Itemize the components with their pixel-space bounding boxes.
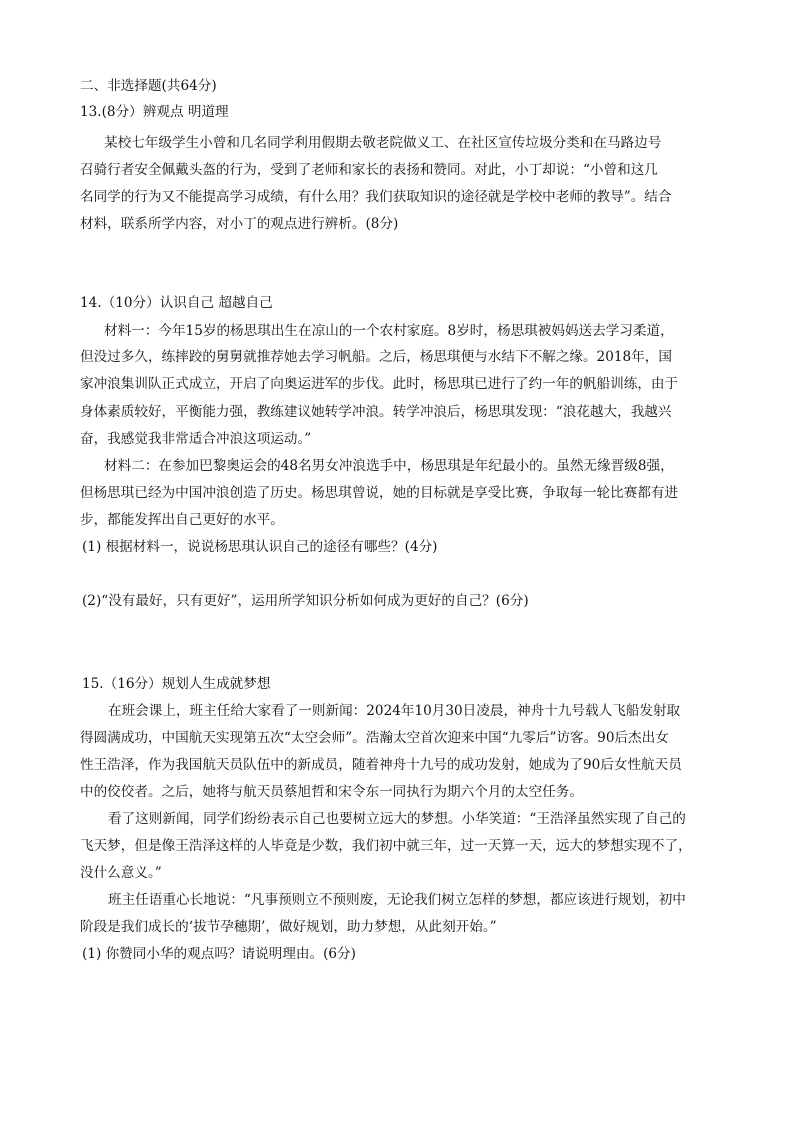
q13-line: 名同学的行为又不能提高学习成绩，有什么用？我们获取知识的途径就是学校中老师的教导”。结合: [80, 189, 672, 205]
q15-para1-line: 得圆满成功，中国航天实现第五次“太空会师”。浩瀚太空首次迎来中国“九零后”访客。90后杰出女: [80, 730, 669, 746]
q14-material1-line: 奋，我感觉我非常适合冲浪这项运动。”: [80, 431, 312, 447]
q14-material2-line: 材料二：在参加巴黎奥运会的48名男女冲浪选手中，杨思琪是年纪最小的。虽然无缘晋级8强，: [104, 458, 674, 474]
q14-subquestion-2: (2)“没有最好，只有更好”，运用所学知识分析如何成为更好的自己？(6分): [82, 593, 529, 609]
q15-para3-line: 班主任语重心长地说：“凡事预则立不预则废，无论我们树立怎样的梦想，都应该进行规划，初中: [108, 892, 686, 908]
q15-para1-line: 在班会课上，班主任给大家看了一则新闻：2024年10月30日凌晨，神舟十九号载人飞船发射取: [108, 703, 681, 719]
q15-para2-line: 没什么意义。”: [80, 865, 162, 881]
q14-material1-line: 家冲浪集训队正式成立，开启了向奥运进军的步伐。此时，杨思琪已进行了约一年的帆船训练，由于: [80, 376, 679, 392]
q13-line: 材料，联系所学内容，对小丁的观点进行辨析。(8分): [80, 216, 399, 232]
q14-material2-line: 但杨思琪已经为中国冲浪创造了历史。杨思琪曾说，她的目标就是享受比赛，争取每一轮比赛都有进: [80, 485, 679, 501]
q13-line: 召骑行者安全佩戴头盔的行为，受到了老师和家长的表扬和赞同。对此，小丁却说：“小曾和这几: [80, 162, 658, 178]
q15-para2-line: 看了这则新闻，同学们纷纷表示自己也要树立远大的梦想。小华笑道：“王浩泽虽然实现了自己的: [108, 811, 686, 827]
q14-material1-line: 材料一：今年15岁的杨思琪出生在凉山的一个农村家庭。8岁时，杨思琪被妈妈送去学习柔道，: [104, 323, 674, 339]
q13-header: 13.(8分）辨观点 明道理: [80, 104, 229, 120]
q14-material1-line: 但没过多久，练摔跤的舅舅就推荐她去学习帆船。之后，杨思琪便与水结下不解之缘。2018年，国: [80, 349, 672, 365]
q15-subquestion-1: (1) 你赞同小华的观点吗？请说明理由。(6分): [82, 946, 356, 962]
q15-header: 15.（16分）规划人生成就梦想: [82, 676, 271, 692]
q15-para1-line: 性王浩泽，作为我国航天员队伍中的新成员，随着神舟十九号的成功发射，她成为了90后女性航天员: [80, 757, 682, 773]
q14-material1-line: 身体素质较好，平衡能力强，教练建议她转学冲浪。转学冲浪后，杨思琪发现：“浪花越大，我越兴: [80, 404, 672, 420]
q14-material2-line: 步，都能发挥出自己更好的水平。: [80, 512, 284, 528]
q14-header: 14.（10分）认识自己 超越自己: [80, 295, 273, 311]
q15-para1-line: 中的佼佼者。之后，她将与航天员蔡旭哲和宋令东一同执行为期六个月的太空任务。: [80, 784, 583, 800]
q15-para3-line: 阶段是我们成长的‘拔节孕穗期’，做好规划，助力梦想，从此刻开始。”: [80, 919, 497, 935]
section-title: 二、非选择题(共64分): [80, 78, 217, 94]
q14-subquestion-1: (1) 根据材料一，说说杨思琪认识自己的途径有哪些？(4分): [82, 539, 438, 555]
q15-para2-line: 飞天梦，但是像王浩泽这样的人毕竟是少数，我们初中就三年，过一天算一天，远大的梦想实现不了，: [80, 838, 692, 854]
q13-line: 某校七年级学生小曾和几名同学利用假期去敬老院做义工、在社区宣传垃圾分类和在马路边号: [104, 135, 662, 151]
